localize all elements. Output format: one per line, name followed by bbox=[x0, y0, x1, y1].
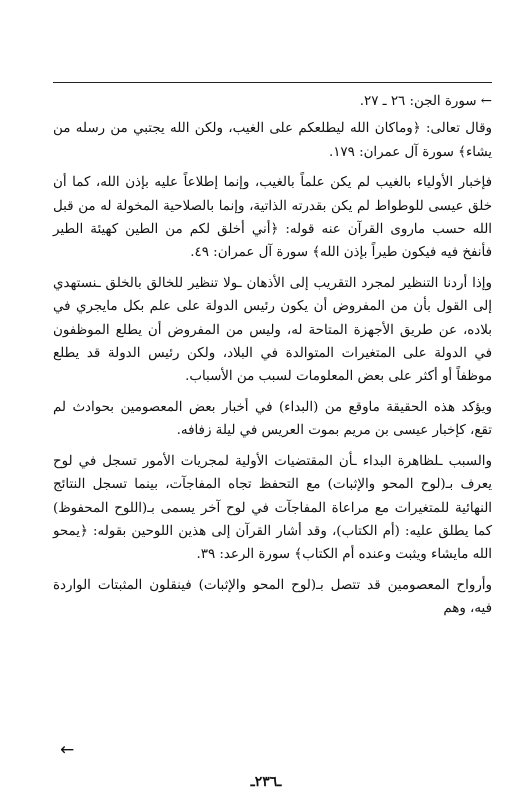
paragraph: ويؤكد هذه الحقيقة ماوقع من (البداء) في أخبار بعض المعصومين بحوادث لم تقع، كإخبار عيسى بن مريم بموت العريس في ليلة زفافه. bbox=[53, 399, 492, 439]
header-rule bbox=[53, 82, 492, 83]
paragraph: فإخبار الأولياء بالغيب لم يكن علماً بالغيب، وإنما إطلاعاً عليه بإذن الله، كما أن خلق عيسى للوطواط لم يكن بقدرته الذاتية، وإنما بالصلاحية المخولة له من قبل الله حسب ماروى القرآن عنه قوله: ﴿أني أخلق لكم من الطين كهيئة الطير فأنفخ فيه فيكون طيراً بإذن الله﴾ سورة آل عمران: ٤٩. bbox=[53, 175, 492, 261]
paragraph: وإذا أردنا التنظير لمجرد التقريب إلى الأذهان ـولا تنظير للخالق بالخلق ـنستهدي إلى القول بأن من المفروض أن يكون رئيس الدولة على علم بكل مايجري في بلاده، عن طريق الأجهزة المتاحة له، وليس من المفروض أن يطلع الموظفون في الدولة على المتغيرات المتوالدة في البلاد، ولكن رئيس الدولة قد يطلع موظفاً أو أكثر على بعض المعلومات لسبب من الأسباب. bbox=[53, 275, 492, 385]
page-body bbox=[53, 90, 492, 628]
paragraph: والسبب ـلظاهرة البداء ـأن المقتضيات الأولية لمجريات الأمور تسجل في لوح يعرف بـ(لوح المحو والإثبات) مع التحفظ تجاه المفاجآت، بينما تسجل النتائج النهائية للمتغيرات مع مراعاة المفاجآت في لوح آخر يسمى بـ(اللوح المحفوظ) كما يطلق عليه: (أم الكتاب)، وقد أشار القرآن إلى هذين اللوحين بقوله: ﴿يمحو الله مايشاء ويثبت وعنده أم الكتاب﴾ سورة الرعد: ٣٩. bbox=[53, 453, 492, 563]
paragraph: ← سورة الجن: ٢٦ ـ ٢٧. bbox=[359, 94, 492, 109]
paragraph: وقال تعالى: ﴿وماكان الله ليطلعكم على الغيب، ولكن الله يجتبي من رسله من يشاء﴾ سورة آل عمران: ١٧٩. bbox=[53, 121, 492, 160]
page-number: ـ٢٣٦ـ bbox=[250, 774, 282, 790]
paragraph: وأرواح المعصومين قد تتصل بـ(لوح المحو والإثبات) فينقلون المثبتات الواردة فيه، وهم bbox=[53, 577, 492, 617]
continuation-arrow-icon: ← bbox=[60, 740, 75, 760]
